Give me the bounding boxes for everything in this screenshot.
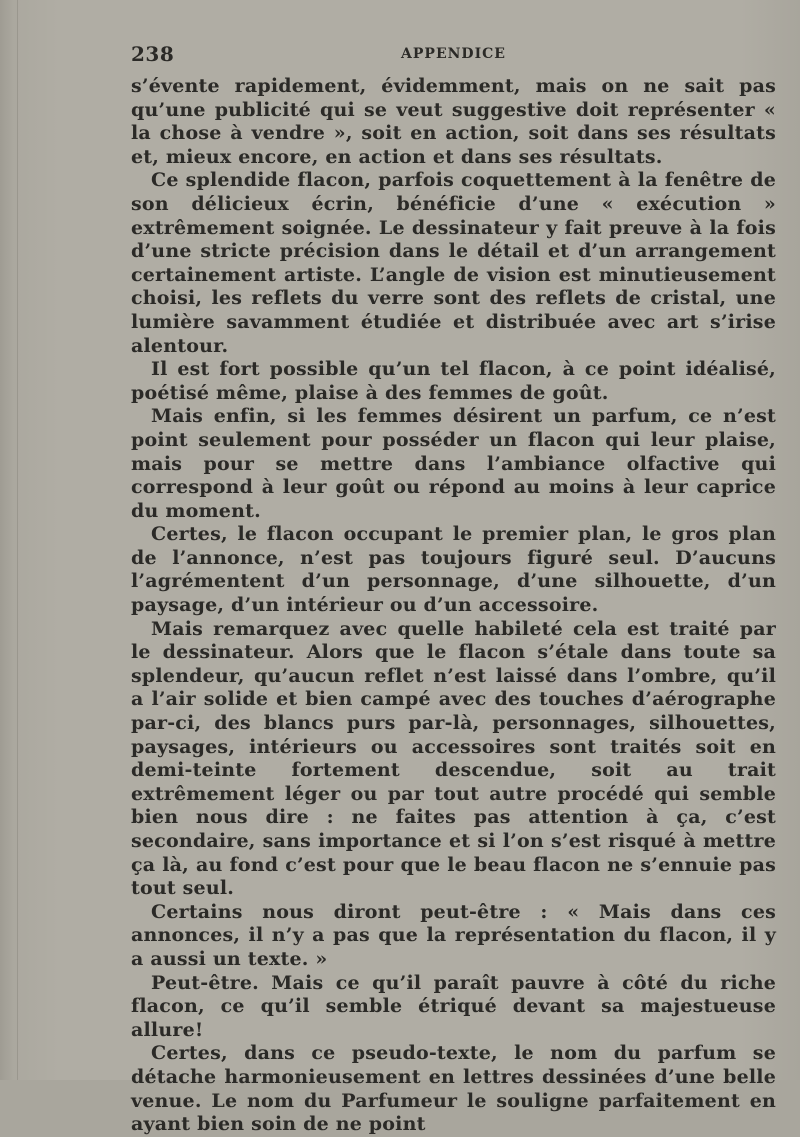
page-gutter-edge — [17, 0, 18, 1080]
paragraph: Il est fort possible qu’un tel flacon, à ce point idéalisé, poétisé même, plaise à des femmes de goût. — [131, 358, 776, 404]
running-head: APPENDICE — [401, 46, 506, 62]
paragraph: Certes, le flacon occupant le premier plan, le gros plan de l’annonce, n’est pas toujours figuré seul. D’aucuns l’agrémentent d’un personnage, d’une silhouette, d’un paysage, d’un intérieur ou d’un accessoire. — [131, 523, 776, 617]
paragraph: Mais remarquez avec quelle habileté cela est traité par le dessinateur. Alors que le flacon s’étale dans toute sa splendeur, qu’aucun reflet n’est laissé dans l’ombre, qu’il a l’air solide et bien campé avec des touches d’aérographe par-ci, des blancs purs par-là, personnages, silhouettes, paysages, intérieurs ou accessoires sont traités soit en demi-teinte fortement descendue, soit au trait extrêmement léger ou par tout autre procédé qui semble bien nous dire : ne faites pas attention à ça, c’est secondaire, sans importance et si l’on s’est risqué à mettre ça là, au fond c’est pour que le beau flacon ne s’ennuie pas tout seul. — [131, 617, 776, 900]
paragraph: Certains nous diront peut-être : « Mais dans ces annonces, il n’y a pas que la représentation du flacon, il y a aussi un texte. » — [131, 900, 776, 970]
paragraph: Ce splendide flacon, parfois coquettement à la fenêtre de son délicieux écrin, bénéficie d’une « exécution » extrêmement soignée. Le dessinateur y fait preuve à la fois d’une stricte précision dans le détail et d’un arrangement certainement artiste. L’angle de vision est minutieusement choisi, les reflets du verre sont des reflets de cristal, une lumière savamment étudiée et distribuée avec art s’irise alentour. — [131, 169, 776, 357]
paragraph: Peut-être. Mais ce qu’il paraît pauvre à côté du riche flacon, ce qu’il semble étriqué devant sa majestueuse allure! — [131, 971, 776, 1041]
paragraph: Certes, dans ce pseudo-texte, le nom du parfum se détache harmonieusement en lettres dessinées d’une belle venue. Le nom du Parfumeur le souligne parfaitement en ayant bien soin de ne point — [131, 1042, 776, 1136]
body-text — [131, 75, 776, 1137]
paragraph: Mais enfin, si les femmes désirent un parfum, ce n’est point seulement pour posséder un flacon qui leur plaise, mais pour se mettre dans l’ambiance olfactive qui correspond à leur goût ou répond au moins à leur caprice du moment. — [131, 405, 776, 522]
page-header — [131, 42, 776, 70]
paragraph-continued: s’évente rapidement, évidemment, mais on ne sait pas qu’une publicité qui se veut suggestive doit représenter « la chose à vendre », soit en action, soit dans ses résultats et, mieux encore, en action et dans ses résultats. — [131, 75, 776, 168]
page-number: 238 — [131, 42, 175, 66]
